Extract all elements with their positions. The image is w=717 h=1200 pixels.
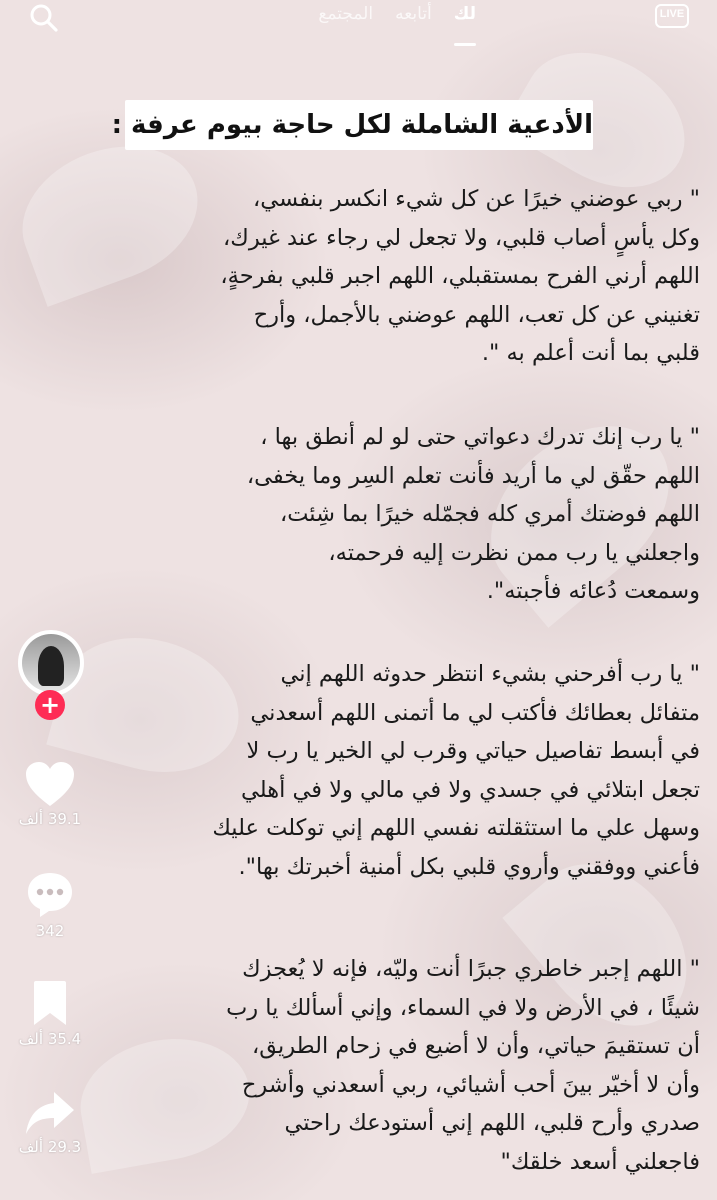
live-button[interactable] bbox=[655, 4, 691, 34]
text-line: تغنيني عن كل تعب، اللهم عوضني بالأجمل، وأرح bbox=[253, 301, 700, 328]
live-label: LIVE bbox=[659, 8, 685, 20]
text-line: وسهل علي ما استثقلته نفسي اللهم إني توكلت عليك bbox=[212, 815, 700, 841]
text-line: أن تستقيمَ حياتي، وأن لا أضيع في زحام الطريق، bbox=[251, 1033, 700, 1059]
tab-following[interactable]: أتابعه bbox=[395, 4, 432, 24]
dua-paragraph-2 bbox=[40, 418, 700, 611]
share-button[interactable] bbox=[0, 1090, 100, 1156]
text-line: وأن لا أخيّر بينَ أحب أشيائي، ربي أسعدني وأشرح bbox=[241, 1071, 700, 1098]
feed-tabs bbox=[236, 4, 476, 40]
share-count: 29.3 ألف bbox=[18, 1138, 82, 1156]
text-line: شيئًا ، في الأرض ولا في السماء، وإني أسألك يا رب bbox=[226, 994, 700, 1021]
text-line: اللهم فوضتك أمري كله فجمّله خيرًا بما شِئت، bbox=[279, 501, 700, 527]
text-line: اللهم أرني الفرح بمستقبلي، اللهم اجبر قلبي بفرحةٍ، bbox=[220, 263, 700, 289]
text-line: متفائل بعطائك فأكتب لي ما أتمنى اللهم أسعدني bbox=[250, 699, 700, 726]
comment-count: 342 bbox=[35, 922, 65, 940]
avatar[interactable] bbox=[18, 630, 84, 696]
plus-icon: + bbox=[39, 691, 61, 719]
tab-community[interactable]: المجتمع bbox=[318, 4, 374, 24]
save-button[interactable] bbox=[0, 980, 100, 1048]
action-rail bbox=[0, 620, 100, 1180]
text-line: فاجعلني أسعد خلقك" bbox=[500, 1148, 700, 1175]
share-arrow-icon bbox=[24, 1090, 76, 1136]
text-line: فأعني ووفقني وأروي قلبي بكل أمنية أخبرتك بها". bbox=[238, 853, 700, 880]
follow-button[interactable] bbox=[35, 690, 65, 720]
text-line: " يا رب إنك تدرك دعواتي حتى لو لم أنطق بها ، bbox=[260, 424, 700, 450]
text-line: في أبسط تفاصيل حياتي وقرب لي الخير يا رب لا bbox=[246, 738, 700, 764]
text-line: " اللهم إجبر خاطري جبرًا أنت وليّه، فإنه لا يُعجزك bbox=[242, 956, 700, 982]
dua-paragraph-4 bbox=[40, 950, 700, 1181]
like-count: 39.1 ألف bbox=[18, 810, 82, 828]
comment-button[interactable] bbox=[0, 870, 100, 940]
tab-for-you[interactable]: لك bbox=[454, 4, 476, 40]
dua-paragraph-3 bbox=[40, 655, 700, 886]
text-line: تجعل ابتلائي في جسدي ولا في مالي ولا في أهلي bbox=[241, 776, 700, 803]
text-line: واجعلني يا رب ممن نظرت إليه فرحمته، bbox=[328, 539, 700, 566]
heart-icon bbox=[24, 760, 76, 808]
text-line: صدري وأرح قلبي، اللهم إني أستودعك راحتي bbox=[284, 1110, 700, 1136]
save-count: 35.4 ألف bbox=[18, 1030, 82, 1048]
text-line: " يا رب أفرحني بشيء انتظر حدوثه اللهم إني bbox=[280, 661, 700, 687]
text-line: وسمعت دُعائه فأجبته". bbox=[486, 578, 700, 604]
top-bar bbox=[0, 0, 717, 50]
text-line: " ربي عوضني خيرًا عن كل شيء انكسر بنفسي، bbox=[253, 186, 700, 212]
dua-paragraph-1 bbox=[40, 180, 700, 373]
post-title: الأدعية الشاملة لكل حاجة بيوم عرفة : bbox=[111, 110, 593, 140]
comment-icon bbox=[25, 870, 75, 920]
text-line: قلبي بما أنت أعلم به ". bbox=[481, 340, 700, 366]
post-title-box bbox=[111, 100, 593, 150]
text-line: وكل يأسٍ أصاب قلبي، ولا تجعل لي رجاء عند غيرك، bbox=[223, 224, 700, 251]
search-icon[interactable] bbox=[28, 2, 58, 32]
bookmark-icon bbox=[30, 980, 70, 1028]
like-button[interactable] bbox=[0, 760, 100, 828]
text-line: اللهم حقّق لي ما أريد فأنت تعلم السِر وما يخفى، bbox=[246, 462, 700, 489]
